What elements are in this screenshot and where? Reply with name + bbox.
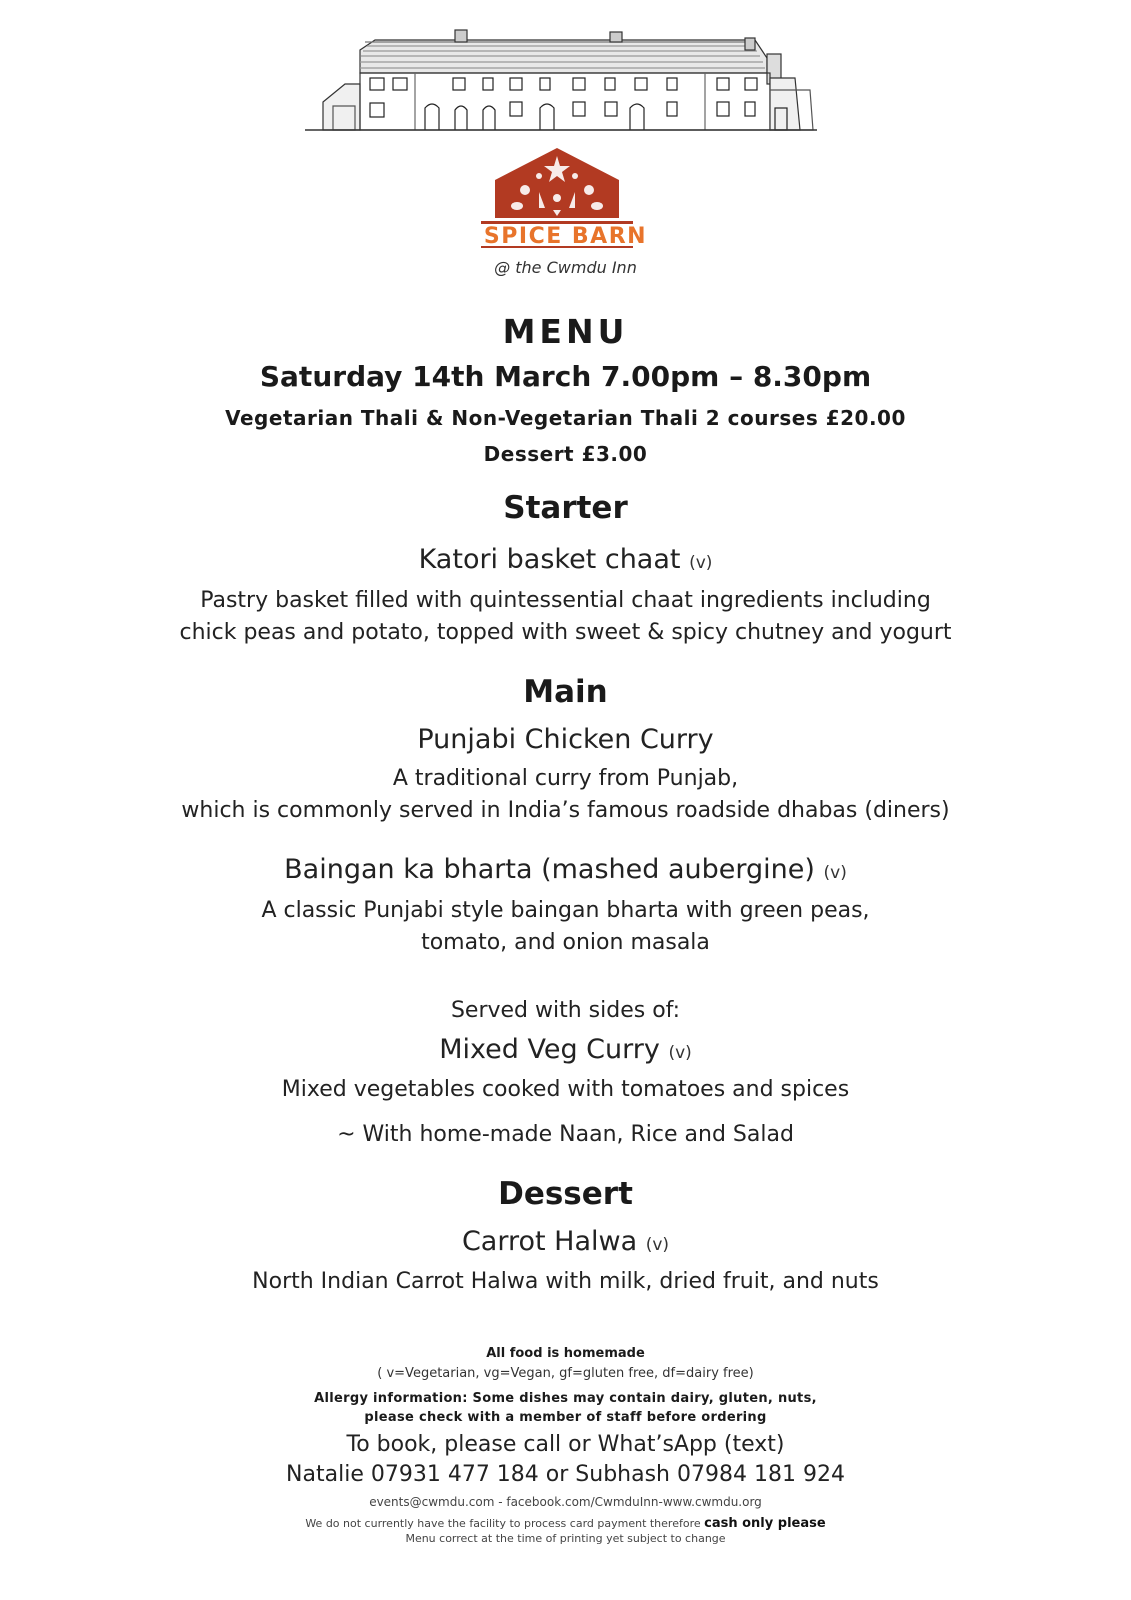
dish-description-line: which is commonly served in India’s famous roadside dhabas (diners) — [181, 798, 950, 823]
dish-name-carrot-halwa — [0, 1226, 1131, 1257]
dish-name-text: Carrot Halwa — [461, 1226, 638, 1257]
dish-description-line: North Indian Carrot Halwa with milk, dried fruit, and nuts — [252, 1269, 879, 1294]
payment-note — [0, 1516, 1131, 1531]
allergy-info-line: please check with a member of staff before ordering — [364, 1410, 767, 1425]
sides-intro: Served with sides of: — [450, 998, 681, 1023]
contact-links: events@cwmdu.com - facebook.com/CwmduInn-www.cwmdu.org — [369, 1495, 762, 1509]
menu-disclaimer: Menu correct at the time of printing yet subject to change — [405, 1532, 726, 1545]
section-heading-dessert: Dessert — [498, 1176, 633, 1212]
booking-phone-numbers: Natalie 07931 477 184 or Subhash 07984 181 924 — [286, 1462, 845, 1487]
payment-note-text: We do not currently have the facility to process card payment therefore — [305, 1517, 701, 1530]
section-heading-main: Main — [523, 674, 608, 710]
vegetarian-tag: (v) — [689, 553, 713, 573]
dish-name-mixed-veg-curry — [0, 1034, 1131, 1065]
dish-description-line: A classic Punjabi style baingan bharta with green peas, — [261, 898, 870, 923]
dish-description-line: chick peas and potato, topped with sweet & spicy chutney and yogurt — [179, 620, 952, 645]
thali-pricing: Vegetarian Thali & Non-Vegetarian Thali 2 courses £20.00 — [225, 406, 906, 430]
dietary-key: ( v=Vegetarian, vg=Vegan, gf=gluten free, df=dairy free) — [377, 1366, 754, 1381]
dish-name-text: Mixed Veg Curry — [439, 1034, 660, 1065]
tagline: @ the Cwmdu Inn — [494, 258, 637, 277]
vegetarian-tag: (v) — [823, 863, 847, 883]
dish-name-text: Baingan ka bharta (mashed aubergine) — [284, 854, 815, 885]
event-date-time: Saturday 14th March 7.00pm – 8.30pm — [259, 360, 872, 393]
cwmdu-inn-building-illustration — [305, 18, 817, 136]
accompaniments: ~ With home-made Naan, Rice and Salad — [337, 1122, 794, 1147]
menu-title: MENU — [502, 312, 629, 351]
dish-name-text: Katori basket chaat — [418, 544, 681, 575]
dish-description-line: tomato, and onion masala — [421, 930, 710, 955]
dish-description-line: Mixed vegetables cooked with tomatoes and spices — [281, 1077, 850, 1102]
cash-only-emphasis: cash only please — [704, 1516, 826, 1531]
dish-name-baingan-ka-bharta — [0, 854, 1131, 885]
brand-name: SPICE BARN — [483, 224, 648, 249]
booking-instructions: To book, please call or What’sApp (text) — [346, 1432, 785, 1457]
vegetarian-tag: (v) — [645, 1235, 670, 1255]
homemade-note: All food is homemade — [486, 1346, 645, 1361]
dish-name-punjabi-chicken-curry: Punjabi Chicken Curry — [417, 724, 714, 755]
dish-name-katori-basket-chaat — [0, 544, 1131, 575]
dish-description-line: Pastry basket filled with quintessential chaat ingredients including — [200, 588, 931, 613]
allergy-info-line: Allergy information: Some dishes may contain dairy, gluten, nuts, — [314, 1391, 817, 1406]
dessert-price: Dessert £3.00 — [483, 442, 648, 466]
vegetarian-tag: (v) — [668, 1043, 692, 1063]
section-heading-starter: Starter — [503, 490, 628, 526]
dish-description-line: A traditional curry from Punjab, — [392, 766, 739, 791]
